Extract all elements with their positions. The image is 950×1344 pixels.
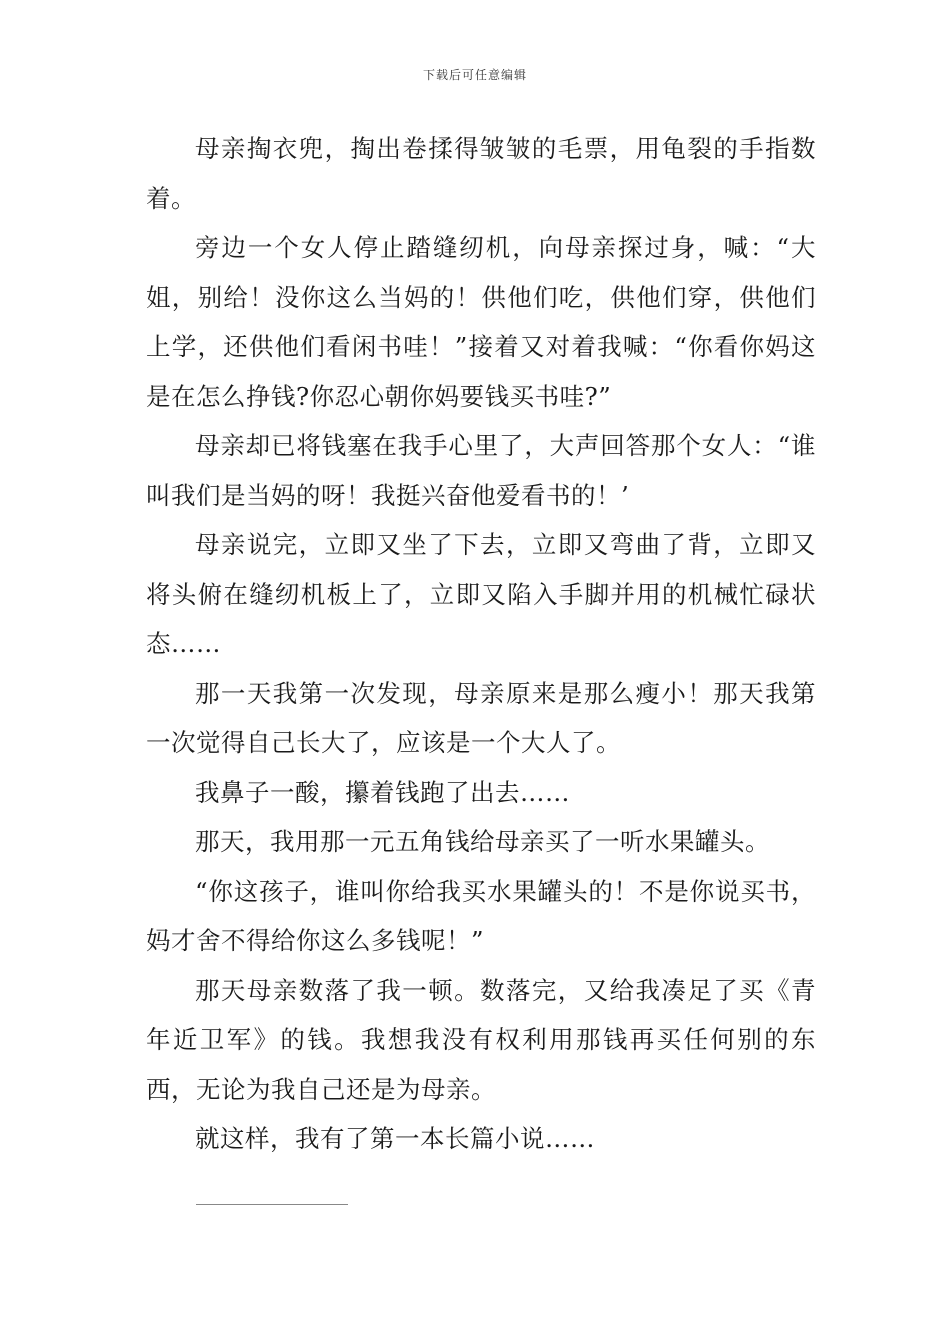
paragraph: 母亲掏衣兜，掏出卷揉得皱皱的毛票，用龟裂的手指数着。: [146, 134, 816, 213]
paragraph: 那天，我用那一元五角钱给母亲买了一听水果罐头。: [195, 827, 770, 856]
paragraph: 母亲说完，立即又坐了下去，立即又弯曲了背，立即又将头俯在缝纫机板上了，立即又陷入手脚并用的机械忙碌状态……: [146, 530, 816, 658]
footnote-divider: [196, 1204, 348, 1205]
document-body: [146, 124, 816, 1164]
paragraph: “你这孩子，谁叫你给我买水果罐头的！不是你说买书，妈才舍不得给你这么多钱呢！”: [146, 876, 816, 955]
paragraph: 就这样，我有了第一本长篇小说……: [195, 1124, 595, 1153]
page-header-note: 下载后可任意编辑: [422, 68, 527, 82]
paragraph: 我鼻子一酸，攥着钱跑了出去……: [195, 777, 570, 807]
paragraph: 那一天我第一次发现，母亲原来是那么瘦小！那天我第一次觉得自己长大了，应该是一个大人了。: [146, 678, 816, 757]
paragraph: 那天母亲数落了我一顿。数落完，又给我凑足了买《青年近卫军》的钱。我想我没有权利用那钱再买任何别的东西，无论为我自己还是为母亲。: [146, 975, 816, 1104]
paragraph: 母亲却已将钱塞在我手心里了，大声回答那个女人：“谁叫我们是当妈的呀！我挺兴奋他爱看书的！’: [146, 431, 816, 510]
paragraph: 旁边一个女人停止踏缝纫机，向母亲探过身，喊：“大姐，别给！没你这么当妈的！供他们吃，供他们穿，供他们上学，还供他们看闲书哇！”接着又对着我喊：“你看你妈这是在怎么挣钱?你忍心朝你妈要钱买书哇?”: [146, 233, 816, 411]
